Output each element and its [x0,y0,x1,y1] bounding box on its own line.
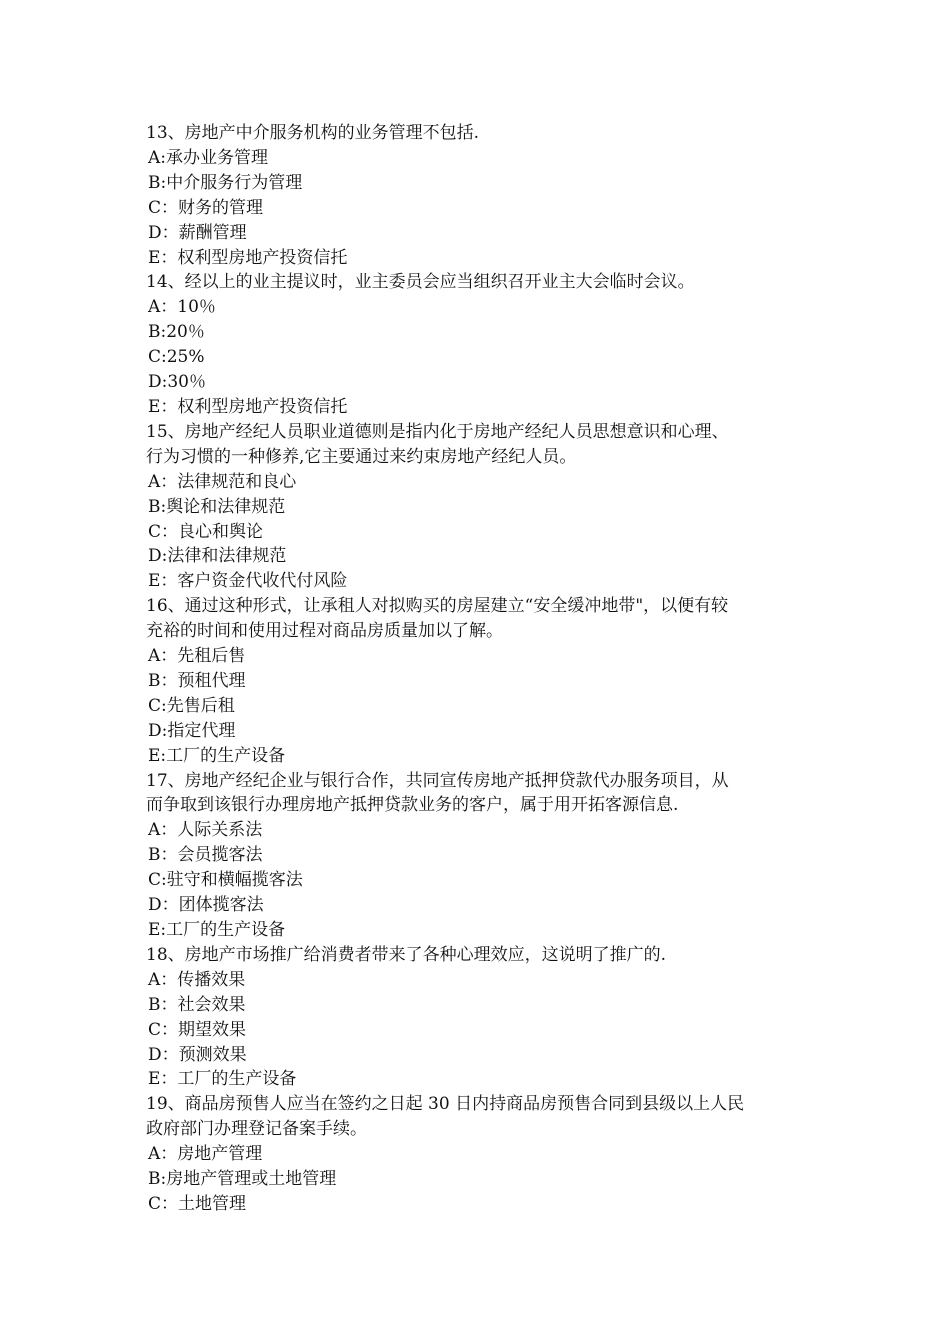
answer-option: E:工厂的生产设备 [148,745,286,766]
answer-option: D:指定代理 [148,720,236,741]
question-block [146,594,816,768]
question-stem [146,270,816,295]
answer-option: C：良心和舆论 [148,521,264,542]
answer-option: C:驻守和横幅揽客法 [148,870,303,891]
question-stem [146,1092,816,1142]
answer-option: C：期望效果 [148,1019,247,1040]
answer-option: D：薪酬管理 [148,222,247,243]
answer-option: B:房地产管理或土地管理 [148,1169,337,1190]
answer-option: E:工厂的生产设备 [148,920,286,940]
question-stem-line: 行为习惯的一种修养,它主要通过来约束房地产经纪人员。 [146,446,577,467]
question-stem [146,769,816,819]
answer-option: A：人际关系法 [148,820,263,841]
answer-option: A：法律规范和良心 [148,471,297,492]
question-stem-line: 充裕的时间和使用过程对商品房质量加以了解。 [146,621,503,642]
answer-option: D:30％ [148,372,206,393]
question-block [146,1092,816,1217]
question-stem-line: 19、商品房预售人应当在签约之日起 30 日内持商品房预售合同到县级以上人民 [146,1094,745,1115]
question-block [146,420,816,594]
question-stem-line: 17、房地产经纪企业与银行合作，共同宣传房地产抵押贷款代办服务项目，从 [146,770,729,791]
question-block [146,769,816,943]
answer-option: E：权利型房地产投资信托 [148,247,348,268]
question-stem-line: 13、房地产中介服务机构的业务管理不包括. [146,123,480,143]
question-stem-line: 15、房地产经纪人员职业道德则是指内化于房地产经纪人员思想意识和心理、 [146,421,729,442]
answer-option: D：预测效果 [148,1044,247,1065]
question-block [146,121,816,270]
answer-option: C:25% [148,347,205,368]
answer-option: A：传播效果 [148,969,246,990]
answer-option: A：先租后售 [148,646,246,667]
answer-option: B:舆论和法律规范 [148,496,286,517]
question-stem [146,594,816,644]
question-block [146,270,816,419]
question-stem-line: 18、房地产市场推广给消费者带来了各种心理效应，这说明了推广的. [146,944,667,965]
answer-option: A:承办业务管理 [148,147,269,168]
question-stem [146,943,816,968]
question-stem [146,420,816,470]
question-stem-line: 16、通过这种形式，让承租人对拟购买的房屋建立“安全缓冲地带"，以便有较 [146,596,729,617]
answer-option: C：土地管理 [148,1193,247,1214]
question-stem-line: 政府部门办理登记备案手续。 [146,1119,367,1140]
answer-option: E：权利型房地产投资信托 [148,396,348,417]
question-block [146,943,816,1092]
answer-option: C：财务的管理 [148,197,264,218]
answer-option: A：房地产管理 [148,1144,263,1165]
answer-option: B:中介服务行为管理 [148,172,303,193]
question-list [146,121,816,1217]
answer-option: B：会员揽客法 [148,845,263,866]
answer-option: B：社会效果 [148,994,246,1015]
answer-option: D:法律和法律规范 [148,546,287,567]
answer-option: B：预租代理 [148,670,246,691]
question-stem-line: 而争取到该银行办理房地产抵押贷款业务的客户，属于用开拓客源信息. [146,795,679,816]
answer-option: A：10％ [148,297,216,318]
answer-option: C:先售后租 [148,695,235,716]
answer-option: E：客户资金代收代付风险 [148,571,348,592]
answer-option: D：团体揽客法 [148,895,264,916]
question-stem [146,121,816,146]
answer-option: B:20％ [148,322,205,343]
answer-option: E：工厂的生产设备 [148,1069,297,1090]
question-stem-line: 14、经以上的业主提议时，业主委员会应当组织召开业主大会临时会议。 [146,272,695,293]
